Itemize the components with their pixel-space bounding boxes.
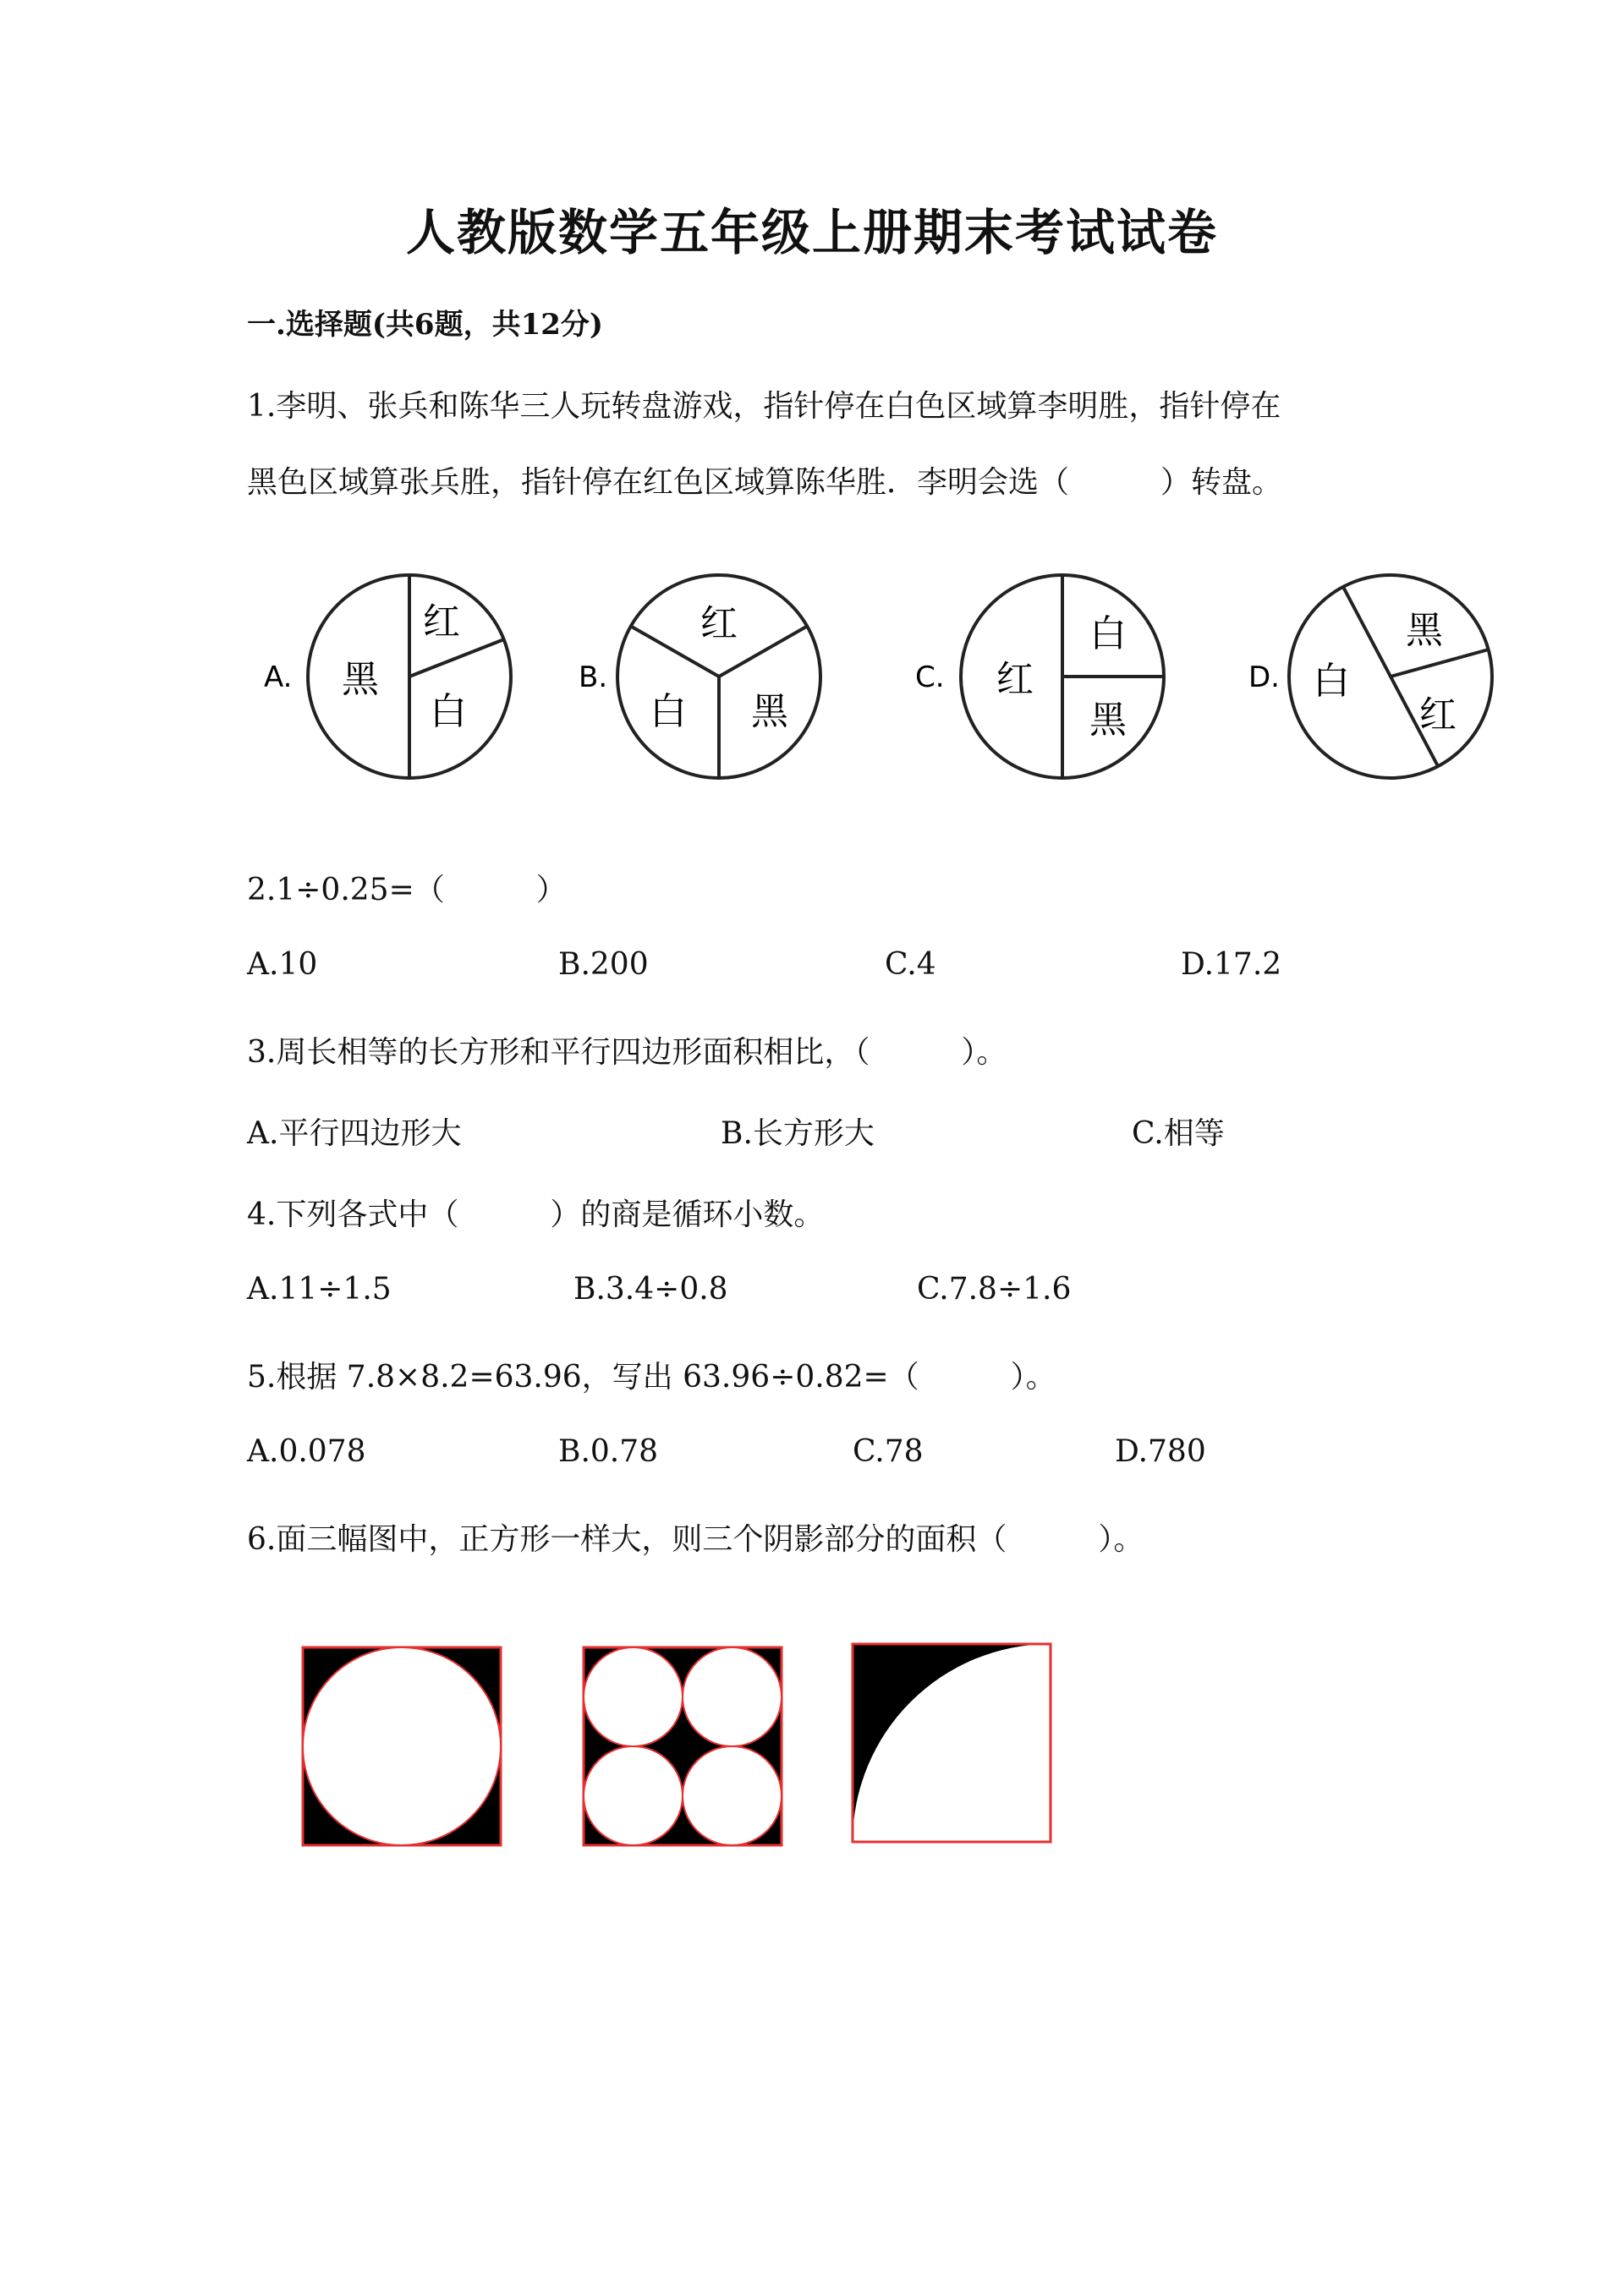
figure-square-one-circle bbox=[303, 1647, 501, 1845]
spinner-b-sector: 黑 bbox=[751, 690, 788, 733]
question-1-line-1: 1.李明、张兵和陈华三人玩转盘游戏，指针停在白色区域算李明胜，指针停在 bbox=[247, 389, 1281, 424]
spinner-b bbox=[579, 575, 820, 778]
question-4-option-c[interactable]: C.7.8÷1.6 bbox=[917, 1272, 1072, 1307]
spinner-d bbox=[1248, 575, 1492, 778]
question-4-option-a[interactable]: A.11÷1.5 bbox=[247, 1272, 392, 1307]
circle-shape bbox=[584, 1647, 683, 1746]
question-5: 5.根据 7.8×8.2=63.96，写出 63.96÷0.82=（ ）。 bbox=[247, 1360, 1056, 1395]
question-2: 2.1÷0.25=（ ） bbox=[247, 873, 567, 907]
spinner-a-label: A. bbox=[264, 660, 293, 694]
spinner-a-sector: 黑 bbox=[342, 658, 379, 701]
question-5-option-a[interactable]: A.0.078 bbox=[247, 1434, 366, 1469]
spinner-a-divider bbox=[409, 639, 504, 677]
section-heading: 一.选择题(共6题，共12分) bbox=[247, 308, 603, 342]
question-4-option-b[interactable]: B.3.4÷0.8 bbox=[573, 1272, 728, 1307]
question-2-option-a[interactable]: A.10 bbox=[247, 947, 318, 982]
spinner-options-figure bbox=[0, 558, 1624, 795]
page-title: 人教版数学五年级上册期末考试试卷 bbox=[405, 204, 1218, 261]
spinner-c-sector: 红 bbox=[996, 658, 1034, 701]
question-2-option-d[interactable]: D.17.2 bbox=[1181, 947, 1282, 982]
question-2-option-b[interactable]: B.200 bbox=[558, 947, 649, 982]
question-6: 6.面三幅图中，正方形一样大，则三个阴影部分的面积（ ）。 bbox=[247, 1522, 1144, 1557]
spinner-b-sector: 白 bbox=[650, 690, 687, 733]
spinner-d-label: D. bbox=[1248, 660, 1280, 694]
spinner-d-divider bbox=[1391, 649, 1489, 677]
spinner-a bbox=[264, 575, 511, 778]
spinner-a-sector: 红 bbox=[423, 600, 460, 644]
question-5-option-c[interactable]: C.78 bbox=[853, 1434, 924, 1469]
question-5-option-d[interactable]: D.780 bbox=[1115, 1434, 1206, 1469]
shaded-squares-figure bbox=[0, 1641, 1624, 1860]
question-4: 4.下列各式中（ ）的商是循环小数。 bbox=[247, 1197, 825, 1232]
question-1-line-2: 黑色区域算张兵胜，指针停在红色区域算陈华胜．李明会选（ ）转盘。 bbox=[247, 465, 1283, 500]
question-3: 3.周长相等的长方形和平行四边形面积相比，（ ）。 bbox=[247, 1035, 1007, 1070]
question-5-option-b[interactable]: B.0.78 bbox=[558, 1434, 659, 1469]
spinner-b-sector: 红 bbox=[700, 602, 738, 645]
spinner-d-sector: 红 bbox=[1419, 693, 1457, 737]
figure-square-quarter-circle bbox=[853, 1644, 1051, 1842]
spinner-b-label: B. bbox=[579, 660, 608, 694]
question-2-option-c[interactable]: C.4 bbox=[885, 947, 936, 982]
question-3-option-c[interactable]: C.相等 bbox=[1132, 1116, 1225, 1151]
spinner-c bbox=[915, 575, 1164, 778]
circle-shape bbox=[683, 1647, 782, 1746]
figure-square-four-circles bbox=[584, 1647, 782, 1845]
spinner-d-sector: 黑 bbox=[1406, 609, 1443, 652]
circle-shape bbox=[584, 1746, 683, 1845]
spinner-a-sector: 白 bbox=[430, 690, 467, 733]
circle-shape bbox=[303, 1647, 501, 1845]
spinner-c-label: C. bbox=[915, 660, 945, 694]
circle-shape bbox=[683, 1746, 782, 1845]
spinner-d-sector: 白 bbox=[1313, 660, 1350, 703]
question-3-option-b[interactable]: B.长方形大 bbox=[721, 1116, 875, 1151]
question-3-option-a[interactable]: A.平行四边形大 bbox=[247, 1116, 462, 1151]
spinner-c-sector: 白 bbox=[1089, 612, 1127, 655]
spinner-c-sector: 黑 bbox=[1089, 699, 1127, 742]
